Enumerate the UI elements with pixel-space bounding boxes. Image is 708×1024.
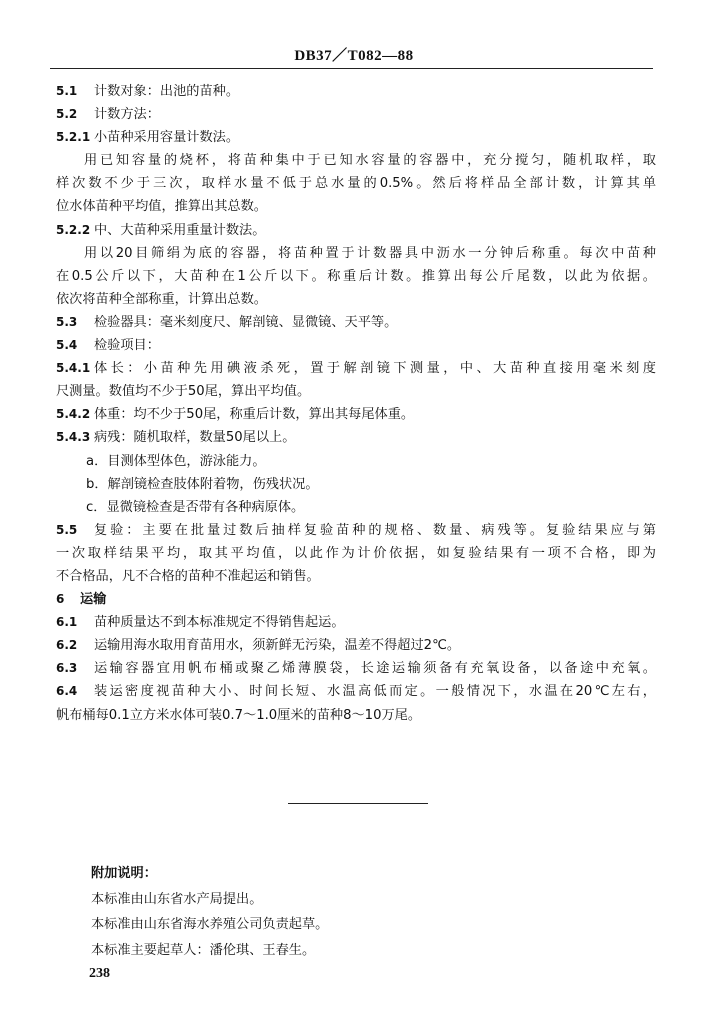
paragraph-line: 帆布桶每0.1立方米水体可装0.7～1.0厘米的苗种8～10万尾。 [56,707,422,723]
addendum [91,861,611,963]
paragraph-line: 用已知容量的烧杯，将苗种集中于已知水容量的容器中，充分搅匀，随机取样，取 [84,153,656,169]
clause-number: 5.4.3 [56,430,91,445]
clause-number: 5.1 [56,84,78,98]
clause-text: 体长：小苗种先用碘液杀死，置于解剖镜下测量，中、大苗种直接用毫米刻度 [94,361,656,377]
section-number: 6 [56,592,65,607]
page-number: 238 [89,966,110,981]
clause-5-5 [56,519,656,542]
clause-number: 5.2.2 [56,222,91,237]
clause-6-4 [56,680,656,703]
clause-5-4 [56,334,656,357]
paragraph-line: 位水体苗种平均值，推算出其总数。 [56,199,267,215]
header-rule [50,68,653,69]
standard-code: DB37／T082—88 [294,48,414,64]
clause-5-3 [56,311,656,334]
end-rule [288,803,428,804]
clause-5-4-3 [56,426,656,449]
clause-number: 5.4 [56,338,78,353]
clause-number: 6.1 [56,615,78,630]
paragraph-line: 不合格品，凡不合格的苗种不准起运和销售。 [56,568,320,584]
document-body [56,80,656,727]
clause-number: 5.2 [56,107,78,122]
clause-text: 小苗种采用容量计数法。 [94,130,240,146]
clause-5-2-2 [56,219,656,242]
clause-5-2-1 [56,126,656,149]
clause-text: 检验器具：毫米刻度尺、解剖镜、显微镜、天平等。 [94,314,398,330]
paragraph-line: 用以20目筛绢为底的容器，将苗种置于计数器具中沥水一分钟后称重。每次中苗种 [84,245,656,261]
addendum-line: 本标准主要起草人：潘伦琪、王春生。 [91,942,316,958]
clause-number: 5.2.1 [56,130,91,145]
addendum-line: 本标准由山东省水产局提出。 [91,891,263,907]
clause-5-4-2 [56,403,656,426]
list-item: a．目测体型体色，游泳能力。 [86,453,266,469]
clause-text: 中、大苗种采用重量计数法。 [94,222,266,238]
clause-text: 病残：随机取样，数量50尾以上。 [94,430,296,446]
clause-text: 体重：均不少于50尾，称重后计数，算出其每尾体重。 [94,407,415,423]
clause-text: 苗种质量达不到本标准规定不得销售起运。 [94,615,345,631]
clause-text: 运输用海水取用育苗用水，须新鲜无污染，温差不得超过2℃。 [94,638,461,654]
section-6-title [56,588,656,611]
paragraph-line: 样次数不少于三次，取样水量不低于总水量的0.5%。然后将样品全部计数，计算其单 [56,176,656,192]
section-title: 运输 [80,592,107,608]
clause-6-3 [56,657,656,680]
clause-number: 5.3 [56,314,78,329]
list-item: c．显微镜检查是否带有各种病原体。 [86,499,305,515]
clause-number: 6.3 [56,661,78,676]
clause-text: 运输容器宜用帆布桶或聚乙烯薄膜袋，长途运输须备有充氧设备，以备途中充氧。 [94,661,656,677]
paragraph-line: 尺测量。数值均不少于50尾，算出平均值。 [56,384,311,400]
clause-5-1 [56,80,656,103]
clause-number: 5.4.2 [56,407,91,422]
clause-6-1 [56,611,656,634]
addendum-title: 附加说明： [91,866,157,881]
clause-5-2 [56,103,656,126]
paragraph-line: 在0.5公斤以下，大苗种在1公斤以下。称重后计数。推算出每公斤尾数，以此为依据。 [56,268,656,284]
clause-5-4-1 [56,357,656,380]
clause-text: 计数对象：出池的苗种。 [94,84,240,99]
clause-number: 5.4.1 [56,361,91,376]
clause-6-2 [56,634,656,657]
clause-text: 装运密度视苗种大小、时间长短、水温高低而定。一般情况下，水温在20℃左右， [94,684,656,700]
list-item: b．解剖镜检查肢体附着物，伤残状况。 [86,476,319,492]
clause-text: 计数方法： [94,107,160,123]
clause-text: 复验：主要在批量过数后抽样复验苗种的规格、数量、病残等。复验结果应与第 [94,522,656,538]
clause-number: 5.5 [56,522,78,537]
paragraph-line: 一次取样结果平均，取其平均值，以此作为计价依据，如复验结果有一项不合格，即为 [56,545,656,561]
clause-number: 6.2 [56,638,78,653]
addendum-line: 本标准由山东省海水养殖公司负责起草。 [91,917,329,932]
paragraph-line: 依次将苗种全部称重，计算出总数。 [56,291,267,307]
clause-text: 检验项目： [94,338,160,354]
clause-number: 6.4 [56,684,78,699]
